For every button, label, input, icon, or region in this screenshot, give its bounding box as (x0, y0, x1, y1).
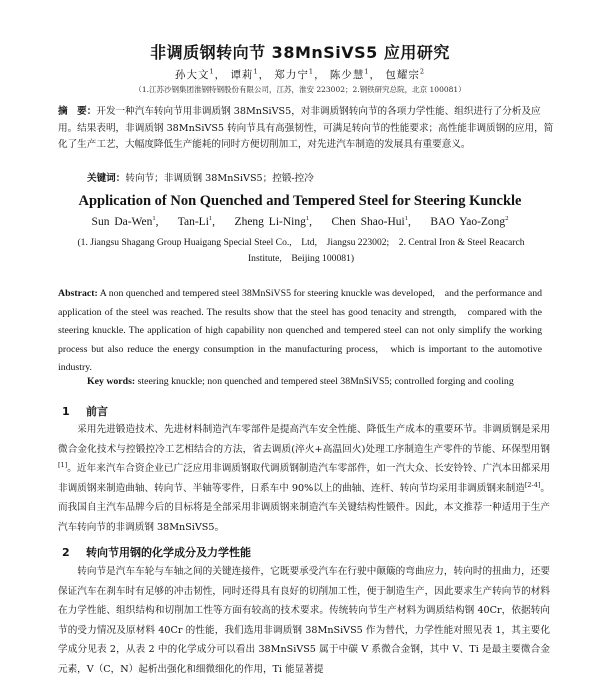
paragraph-text: 。而我国自主汽车品牌今后的目标将是全部采用非调质钢来制造汽车关键结构性锻件。因此，本文推荐一种适用于生产汽车转向节的非调质钢 38MnSiVS5。 (58, 482, 551, 533)
chinese-keywords-text: 转向节；非调质钢 38MnSiVS5；控锻-控冷 (125, 173, 314, 184)
chinese-keywords (87, 170, 557, 184)
section-title: 转向节用钢的化学成分及力学性能 (86, 546, 251, 559)
english-abstract-text: A non quenched and tempered steel 38MnSiVS5 for steering knuckle was developed, and the performance and application of the steel was reached. The results show that the steel has good tenacity and strength, compared with the steering knuckle. The application of high capability non quenched and tempered steel can not only simplify the working process but also reduce the energy consumption in the manufacturing process, which is important to the automotive industry. (58, 288, 542, 373)
chinese-abstract-text: 开发一种汽车转向节用非调质钢 38MnSiVS5，对非调质钢转向节的各项力学性能、组织进行了分析及应用。结果表明，非调质钢 38MnSiVS5 转向节具有高强韧性，可满足转向节的性能要求；高性能非调质钢的应用，简化了生产工艺，大幅度降低生产能耗的同时方便切削加工，对先进汽车制造的发展具有重要意义。 (58, 106, 554, 150)
section-title: 前言 (86, 405, 108, 418)
chinese-abstract (58, 104, 554, 154)
introduction-paragraph (58, 420, 550, 538)
chinese-abstract-label: 摘 要： (58, 106, 97, 117)
paragraph-text: 转向节是汽车车轮与车轴之间的关键连接件，它既要承受汽车在行驶中颠簸的弯曲应力，转向时的扭曲力，还要保证汽车在刹车时有足够的冲击韧性，同时还得具有良好的切削加工性，便于制造生产，因此要求生产转向节的材料在力学性能、组织结构和切削加工性等方面有较高的技术要求。传统转向节生产材料为调质结构钢 40Cr，依据转向节的受力情况及原材料 40Cr 的性能，我们选用非调质钢 38MnSiVS5 作为替代，力学性能对照见表 1，其主要化学成分见表 2，从表 2 中的化学成分可以看出 38MnSiVS5 属于中碳 V 系微合金钢，其中 V、Ti 是最主要微合金元素，V（C，N）起析出强化和细微细化的作用，Ti 能显著提 (58, 566, 550, 675)
english-affiliation: (1. Jiangsu Shagang Group Huaigang Special Steel Co., Ltd, Jiangsu 223002; 2. Central Iron & Steel Reacarch Institute, Beijing 100081) (77, 237, 525, 264)
author-name: 陈少慧 (329, 69, 365, 81)
chinese-keywords-label: 关键词： (87, 173, 126, 184)
paragraph-text: 采用先进锻造技术、先进材料制造汽车零部件是提高汽车安全性能、降低生产成本的重要环节。非调质钢是采用微合金化技术与控锻控冷工艺相结合的方法，省去调质(淬火+高温回火)处理工序制造生产零件的节能、环保型用钢 (58, 424, 550, 455)
citation: [1] (58, 461, 68, 469)
chinese-authors: 孙大文$^1$， 谭莉$^1$， 郑力宁$^1$， 陈少慧$^1$， 包耀宗$^2$ (174, 67, 426, 81)
composition-paragraph (58, 562, 550, 680)
author-sup: 1 (305, 215, 310, 223)
chinese-affiliation: （1.江苏沙钢集团淮钢特钢股份有限公司，江苏，淮安 223002；2.钢铁研究总院，北京 100081） (134, 85, 466, 94)
author-sup: 1 (253, 67, 259, 76)
author-name: Tan-Li (177, 216, 209, 228)
author-name: 谭莉 (230, 69, 254, 81)
author-sup: 1 (364, 67, 370, 76)
english-abstract (58, 285, 542, 378)
author-sup: 1 (208, 215, 213, 223)
section-number: 2 (62, 546, 70, 559)
author-sup: 2 (505, 215, 509, 223)
english-title: Application of Non Quenched and Tempered Steel for Steering Kunckle (78, 193, 522, 209)
english-keywords-text: steering knuckle; non quenched and tempered steel 38MnSiVS5; controlled forging and cooling (137, 376, 514, 387)
chinese-title: 非调质钢转向节 38MnSiVS5 应用研究 (150, 43, 450, 62)
english-keywords (87, 376, 557, 387)
paragraph-text: 。近年来汽车合资企业已广泛应用非调质钢取代调质钢制造汽车零部件，如一汽大众、长安铃铃、广汽本田都采用非调质钢来制造曲轴、转向节、半轴等零件，日系车中 90%以上的曲轴、连杆、转向节均采用非调质钢来制造 (58, 463, 550, 494)
author-name: Zheng Li-Ning (234, 216, 306, 228)
section-heading-composition (62, 544, 251, 560)
author-name: 包耀宗 (385, 69, 420, 81)
author-name: BAO Yao-Zong (430, 216, 506, 228)
english-abstract-label: Abstract: (58, 288, 98, 299)
author-name: Sun Da-Wen (91, 216, 153, 228)
section-number: 1 (62, 405, 70, 418)
citation: [2-4] (524, 480, 541, 489)
author-sup: 1 (209, 67, 215, 76)
author-name: Chen Shao-Hui (331, 216, 405, 228)
author-name: 孙大文 (174, 69, 210, 81)
english-authors: Sun Da-Wen$^1$, Tan-Li$^1$, Zheng Li-Ning$^1$, Chen Shao-Hui$^1$, BAO Yao-Zong$^2$ (91, 215, 509, 228)
english-keywords-label: Key words: (87, 376, 136, 387)
author-sup: 1 (152, 215, 156, 223)
section-heading-introduction (62, 403, 108, 419)
author-sup: 1 (404, 215, 408, 223)
author-sup: 2 (419, 67, 426, 76)
author-sup: 1 (308, 67, 315, 76)
author-name: 郑力宁 (274, 69, 309, 81)
